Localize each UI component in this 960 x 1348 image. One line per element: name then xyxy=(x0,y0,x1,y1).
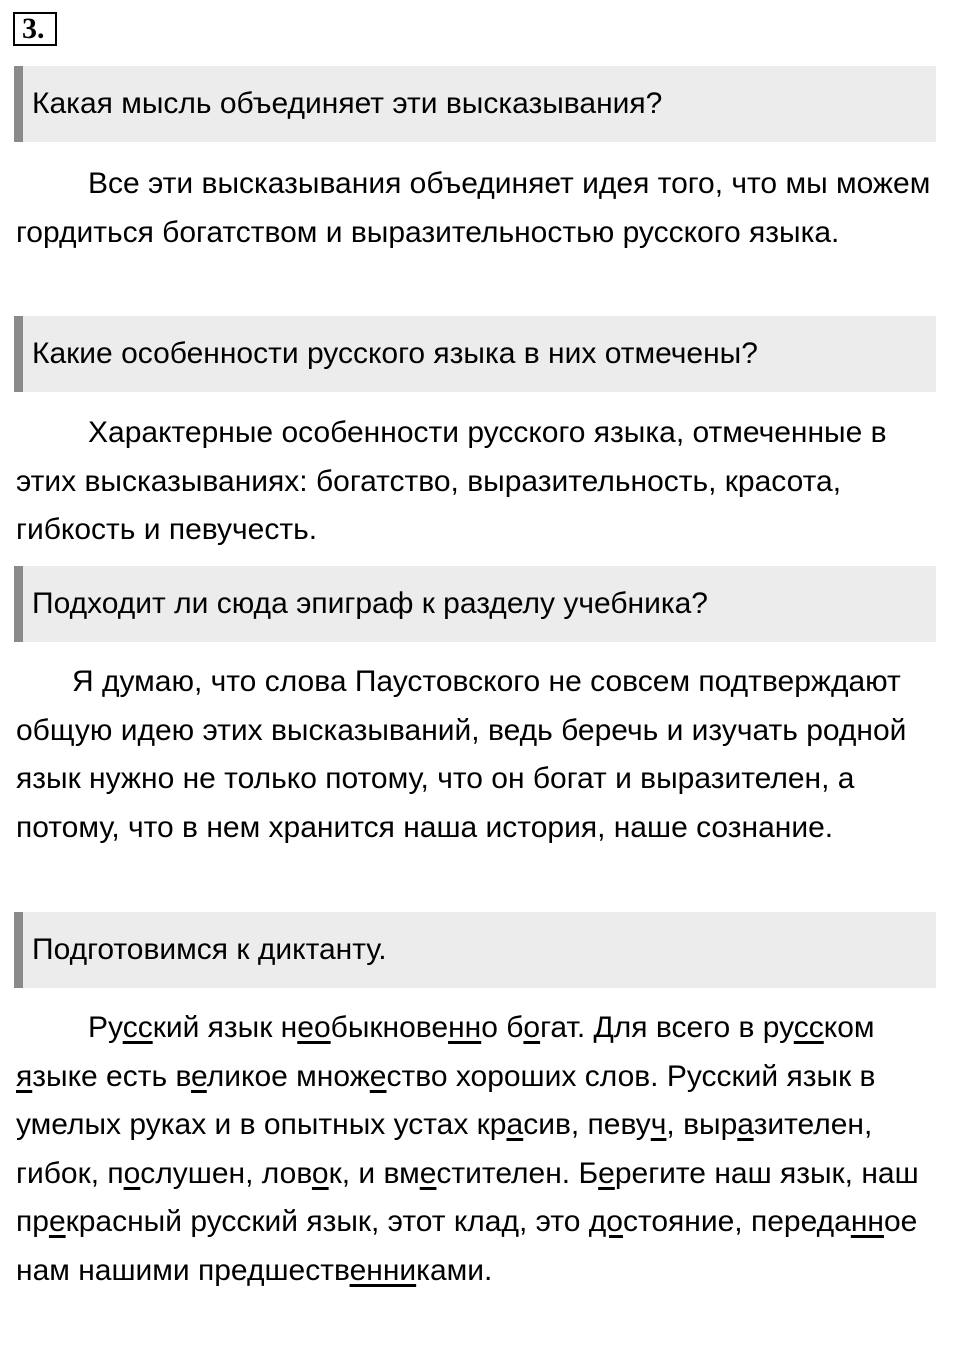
dictation-fragment: о б xyxy=(481,1011,524,1044)
dictation-fragment: , выр xyxy=(666,1108,738,1142)
spelling-mark: а xyxy=(737,1108,754,1142)
dictation-fragment: Ру xyxy=(88,1011,123,1044)
answer-3: Я думаю, что слова Паустовского не совсем подтверждают общую идею этих высказываний, ведь беречь и изучать родной язык нужно не только потому, что он богат и выразителен, а потому, что в нем хранится наша история, наше сознание. xyxy=(16,665,907,844)
question-1: Какая мысль объединяет эти высказывания? xyxy=(14,66,936,142)
spelling-mark: д xyxy=(246,1253,265,1287)
dictation-fragment: регите наш язык, наш пр xyxy=(16,1156,919,1239)
dictation-fragment: стояние, переда xyxy=(622,1205,851,1239)
spelling-mark: о xyxy=(311,1156,329,1190)
spelling-mark: е xyxy=(369,1059,387,1093)
question-3: Подходит ли сюда эпиграф к разделу учебника? xyxy=(14,566,936,642)
dictation-text xyxy=(16,1004,951,1296)
dictation-fragment: зителен, гибок, п xyxy=(16,1108,873,1190)
spelling-mark: нн xyxy=(448,1011,482,1044)
spelling-mark: енни xyxy=(349,1253,417,1287)
answer-1: Все эти высказывания объединяет идея того, что мы можем гордиться богатством и выразительностью русского языка. xyxy=(16,167,931,249)
spelling-mark: сс xyxy=(122,1011,153,1044)
dictation-fragment: сив, певу xyxy=(523,1108,651,1142)
dictation-fragment: быкнове xyxy=(330,1011,449,1044)
spelling-mark: а xyxy=(506,1108,524,1142)
question-4: Подготовимся к диктанту. xyxy=(14,912,936,988)
spelling-mark: я xyxy=(16,1059,33,1093)
dictation-fragment: кий язык н xyxy=(152,1011,298,1044)
spelling-mark: е xyxy=(419,1156,437,1190)
spelling-mark: е xyxy=(48,1205,66,1239)
question-2: Какие особенности русского языка в них отмечены? xyxy=(14,316,936,392)
dictation-fragment: зыке есть в xyxy=(32,1059,192,1093)
spelling-mark: сс xyxy=(793,1011,824,1044)
spelling-mark: до xyxy=(588,1205,623,1239)
task-number: 3. xyxy=(13,12,57,46)
dictation-fragment: шеств xyxy=(264,1253,350,1287)
dictation-fragment: ками. xyxy=(416,1253,493,1287)
dictation-fragment: ое нам нашими пре xyxy=(16,1205,918,1287)
spelling-mark: е xyxy=(598,1156,615,1190)
spelling-mark: нн xyxy=(850,1205,884,1239)
dictation-fragment: гат. Для всего в ру xyxy=(540,1011,794,1044)
dictation-fragment: красный русский язык, этот кла xyxy=(65,1205,502,1239)
spelling-mark: д xyxy=(501,1205,520,1239)
dictation-fragment: ком xyxy=(823,1011,875,1044)
dictation-fragment: , это xyxy=(519,1205,589,1239)
dictation-fragment: стителен. Б xyxy=(436,1156,599,1190)
answer-2: Характерные особенности русского языка, отмеченные в этих высказываниях: богатство, выразительность, красота, гибкость и певучесть. xyxy=(16,416,887,547)
spelling-mark: о xyxy=(523,1011,541,1044)
dictation-fragment: ликое множ xyxy=(206,1059,370,1093)
spelling-mark: о xyxy=(123,1156,141,1190)
dictation-fragment: слушен, лов xyxy=(140,1156,312,1190)
spelling-mark: ео xyxy=(297,1011,331,1044)
dictation-fragment: к, и вм xyxy=(328,1156,420,1190)
spelling-mark: ч xyxy=(650,1108,667,1142)
dictation-fragment: ство хороших слов. Русский язык в умелых руках и в опытных устах кр xyxy=(16,1059,876,1142)
spelling-mark: е xyxy=(191,1059,207,1093)
